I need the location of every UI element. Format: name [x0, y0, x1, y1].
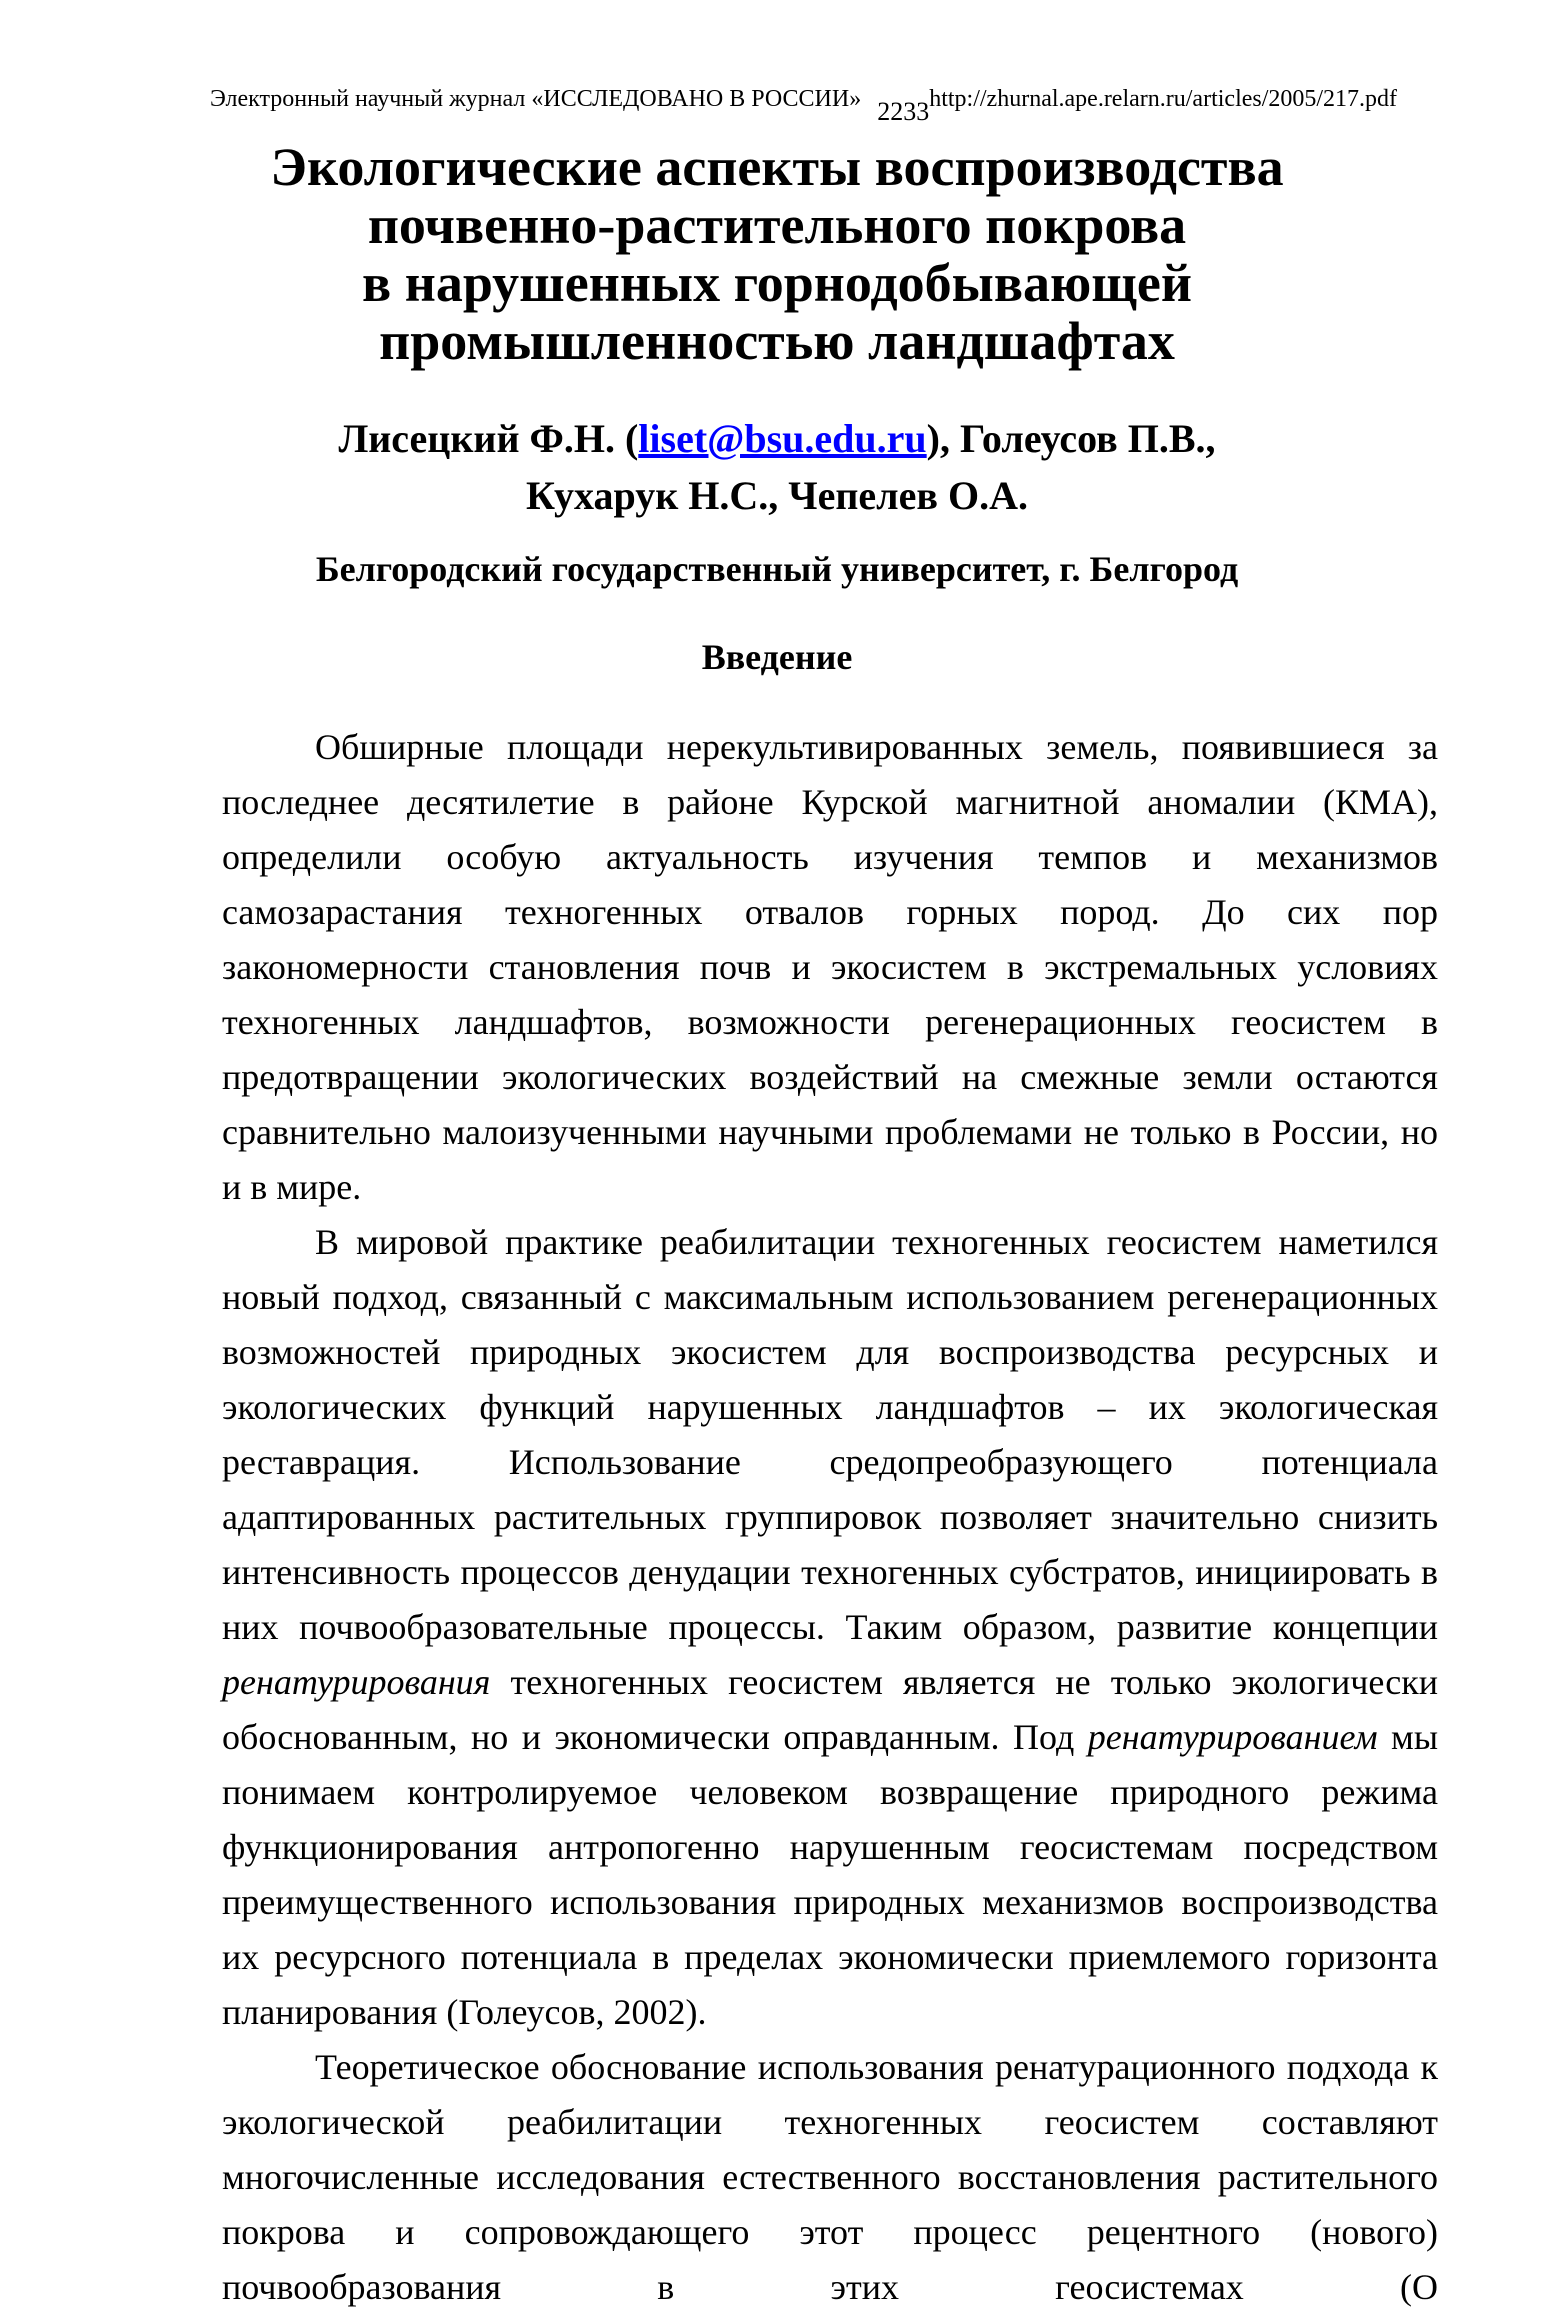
author-name: Лисецкий Ф.Н. (: [338, 416, 639, 461]
author-names: ), Голеусов П.В.,: [926, 416, 1216, 461]
title-line: почвенно-растительного покрова: [367, 195, 1187, 255]
paragraph: В мировой практике реабилитации техногенных геосистем наметился новый подход, связанный с максимальным использованием регенерационных возможностей природных экосистем для воспроизводства ресурсных и экологических функций нарушенных ландшафтов – их экологическая реставрация. Использование средопреобразующего потенциала адаптированных растительных группировок позволяет значительно снизить интенсивность процессов денудации техногенных субстратов, инициировать в них почвообразовательные процессы. Таким образом, развитие концепции ренатурирования техногенных геосистем является не только экологически обоснованным, но и экономически оправданным. Под ренатурированием мы понимаем контролируемое человеком возвращение природного режима функционирования антропогенно нарушенным геосистемам посредством преимущественного использования природных механизмов воспроизводства их ресурсного потенциала в пределах экономически приемлемого горизонта планирования (Голеусов, 2002).: [222, 1222, 1439, 2032]
paragraph: Теоретическое обоснование использования ренатурационного подхода к экологической реабилитации техногенных геосистем составляют многочисленные исследования естественного восстановления растительного покрова и сопровождающего этот процесс рецентного (нового) почвообразования в этих геосистемах (О: [222, 2047, 1438, 2307]
authors-line-1: [0, 410, 1554, 467]
document-url: http://zhurnal.ape.relarn.ru/articles/2005/217.pdf: [929, 86, 1398, 112]
page-number: 2233: [877, 97, 930, 126]
authors-block: [0, 410, 1554, 524]
title-line: промышленностью ландшафтах: [379, 311, 1175, 371]
paragraph: Обширные площади нерекультивированных земель, появившиеся за последнее десятилетие в районе Курской магнитной аномалии (КМА), определили особую актуальность изучения темпов и механизмов самозарастания техногенных отвалов горных пород. До сих пор закономерности становления почв и экосистем в экстремальных условиях техногенных ландшафтов, возможности регенерационных геосистем в предотвращении экологических воздействий на смежные земли остаются сравнительно малоизученными научными проблемами не только в России, но и в мире.: [222, 727, 1438, 1207]
authors-line-2: Кухарук Н.С., Чепелев О.А.: [526, 473, 1028, 518]
author-email-link[interactable]: liset@bsu.edu.ru: [638, 416, 927, 461]
title-line: Экологические аспекты воспроизводства: [270, 137, 1284, 197]
journal-name: Электронный научный журнал «ИССЛЕДОВАНО В РОССИИ»: [210, 86, 862, 112]
body-paragraphs: [222, 720, 1438, 2315]
paper-title: [0, 138, 1554, 370]
section-heading-introduction: Введение: [701, 637, 853, 677]
title-line: в нарушенных горнодобывающей: [362, 253, 1192, 313]
affiliation: Белгородский государственный университет, г. Белгород: [315, 549, 1239, 589]
page-header: [210, 86, 1398, 126]
